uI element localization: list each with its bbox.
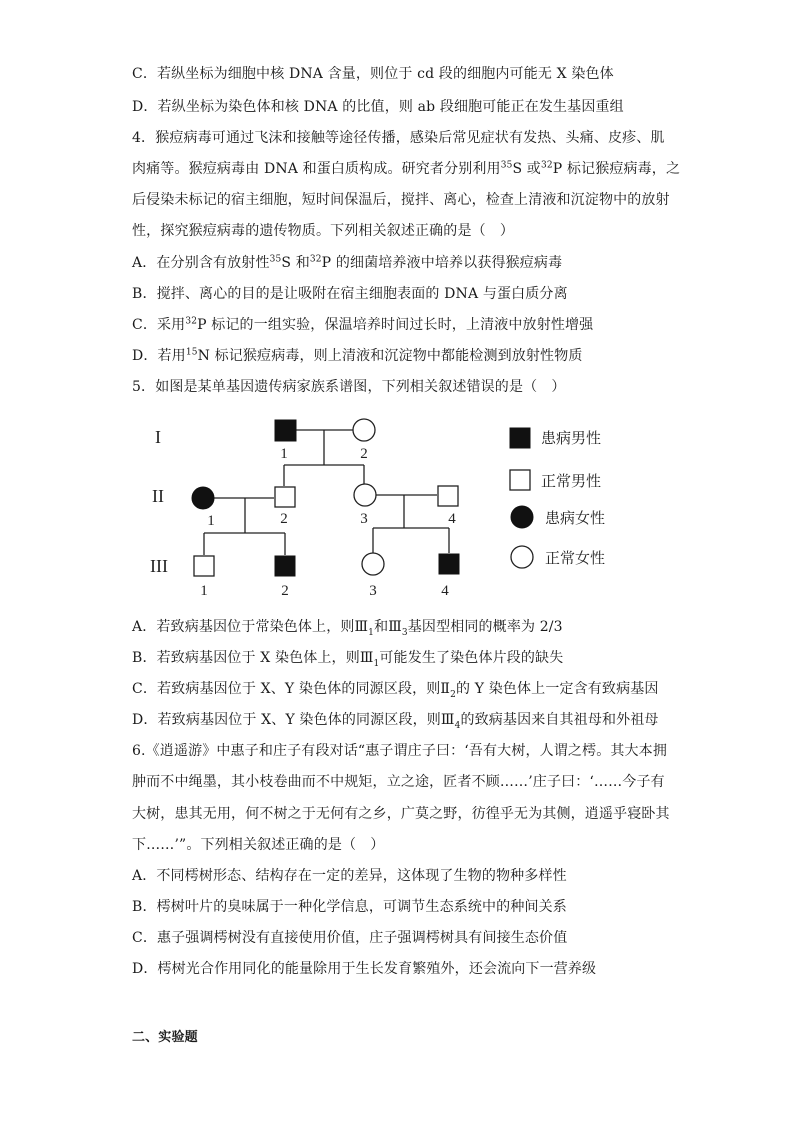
option-4b: B．搅拌、离心的目的是让吸附在宿主细胞表面的 DNA 与蛋白质分离 [132,286,568,302]
label-i1: 1 [280,446,288,462]
legend-normal-male-label: 正常男性 [541,472,602,490]
label-ii3: 3 [360,511,368,527]
legend-normal-female-label: 正常女性 [545,549,606,567]
label-i2: 2 [360,446,368,462]
label-iii2: 2 [281,583,289,599]
section-heading-experiment: 二、实验题 [132,1030,198,1045]
option-5d: D．若致病基因位于 X、Y 染色体的同源区段，则$Ⅲ_4$的致病基因来自其祖母和外祖母 [132,712,659,731]
legend-normal-female-icon [511,546,533,568]
label-iii3: 3 [369,583,377,599]
normal-male-symbol-iii1 [194,556,214,576]
label-ii1: 1 [207,513,215,529]
option-6a: A．不同樗树形态、结构存在一定的差异，这体现了生物的物种多样性 [132,868,567,884]
question-4-stem-line3: 后侵染未标记的宿主细胞，短时间保温后，搅拌、离心，检查上清液和沉淀物中的放射 [132,192,670,208]
question-6-stem-line4: 下……’”。下列相关叙述正确的是（ ） [132,837,385,853]
generation-label-i: I [155,427,161,447]
normal-female-symbol-iii3 [362,553,384,575]
option-5c: C．若致病基因位于 X、Y 染色体的同源区段，则$Ⅱ_2$的 Y 染色体上一定含有致病基因 [132,681,659,700]
generation-label-iii: III [150,556,168,576]
question-4-stem-line4: 性，探究猴痘病毒的遗传物质。下列相关叙述正确的是（ ） [132,223,515,239]
legend-affected-male-icon [510,428,530,448]
option-4d: D．若用$^{15}$N 标记猴痘病毒，则上清液和沉淀物中都能检测到放射性物质 [132,347,583,364]
legend-affected-female-label: 患病女性 [545,509,606,527]
normal-female-symbol-ii3 [354,484,376,506]
question-4-stem-line2: 肉痛等。猴痘病毒由 DNA 和蛋白质构成。研究者分别利用$^{35}$S 或$^{32}$P 标记猴痘病毒，之 [132,160,681,177]
normal-male-symbol-ii4 [438,486,458,506]
question-6-stem-line3: 大树，患其无用，何不树之于无何有之乡，广莫之野，彷徨乎无为其侧，逍遥乎寝卧其 [132,806,670,822]
label-ii4: 4 [448,511,456,527]
option-5a: A．若致病基因位于常染色体上，则$Ⅲ_1$和$Ⅲ_3$基因型相同的概率为 2/3 [132,619,563,638]
legend-affected-female-icon [511,506,533,528]
label-ii2: 2 [280,511,288,527]
question-4-stem-line1: 4．猴痘病毒可通过飞沫和接触等途径传播，感染后常见症状有发热、头痛、皮疹、肌 [132,130,665,146]
question-5-stem: 5．如图是某单基因遗传病家族系谱图，下列相关叙述错误的是（ ） [132,379,566,395]
affected-male-symbol-iii4 [439,554,459,574]
label-iii4: 4 [441,583,449,599]
normal-male-symbol-ii2 [275,487,295,507]
option-4c: C．采用$^{32}$P 标记的一组实验，保温培养时间过长时，上清液中放射性增强 [132,316,594,333]
legend-normal-male-icon [510,470,530,490]
option-5b: B．若致病基因位于 X 染色体上，则$Ⅲ_1$可能发生了染色体片段的缺失 [132,650,564,669]
option-6c: C．惠子强调樗树没有直接使用价值，庄子强调樗树具有间接生态价值 [132,930,568,946]
option-4a: A．在分别含有放射性$^{35}$S 和$^{32}$P 的细菌培养液中培养以获得猴痘病毒 [132,254,563,271]
affected-male-symbol-iii2 [275,556,295,576]
question-6-stem-line1: 6.《逍遥游》中惠子和庄子有段对话“惠子谓庄子曰：‘吾有大树，人谓之樗。其大本拥 [132,743,667,759]
legend-affected-male-label: 患病男性 [541,429,602,447]
affected-male-symbol-i1 [275,420,296,441]
option-6b: B．樗树叶片的臭味属于一种化学信息，可调节生态系统中的种间关系 [132,899,567,915]
option-3d: D．若纵坐标为染色体和核 DNA 的比值，则 ab 段细胞可能正在发生基因重组 [132,99,624,115]
affected-female-symbol-ii1 [192,487,214,509]
generation-label-ii: II [152,486,164,506]
label-iii1: 1 [200,583,208,599]
normal-female-symbol-i2 [353,419,375,441]
option-3c: C．若纵坐标为细胞中核 DNA 含量，则位于 cd 段的细胞内可能无 X 染色体 [132,66,614,82]
question-6-stem-line2: 肿而不中绳墨，其小枝卷曲而不中规矩，立之途，匠者不顾……’庄子曰：‘……今子有 [132,774,665,790]
option-6d: D．樗树光合作用同化的能量除用于生长发育繁殖外，还会流向下一营养级 [132,961,597,977]
